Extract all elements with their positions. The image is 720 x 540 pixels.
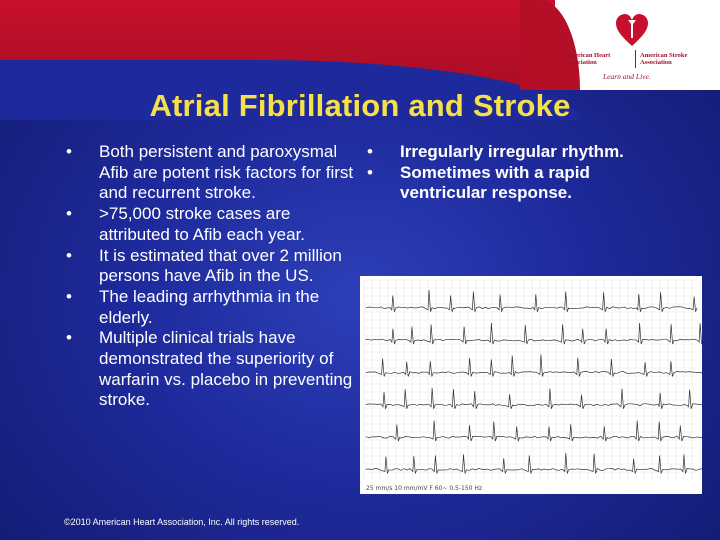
copyright-notice: ©2010 American Heart Association, Inc. All rights reserved. xyxy=(64,517,300,527)
list-item: • Sometimes with a rapid ventricular response. xyxy=(367,162,590,203)
ecg-trace-line xyxy=(366,290,697,312)
left-bullet-list xyxy=(66,142,356,411)
asa-name: American Stroke Association xyxy=(640,52,688,66)
list-item: • >75,000 stroke cases are attributed to Afib each year. xyxy=(66,204,306,244)
ecg-trace-line xyxy=(366,420,702,441)
slide-title: Atrial Fibrillation and Stroke xyxy=(149,88,571,123)
aha-name: American Heart Association xyxy=(565,52,611,66)
bullet-icon: • xyxy=(66,142,72,161)
list-item: • Multiple clinical trials have demonstrated the superiority of warfarin vs. placebo in preventing stroke. xyxy=(66,328,353,410)
ecg-strip-image xyxy=(360,276,702,494)
list-item: • The leading arrhythmia in the elderly. xyxy=(66,286,320,327)
bullet-icon: • xyxy=(66,245,72,265)
bullet-icon: • xyxy=(367,162,373,182)
ecg-trace-line xyxy=(366,323,702,344)
right-bullet-list xyxy=(367,142,667,204)
list-item: • Irregularly irregular rhythm. xyxy=(367,142,624,161)
bullet-icon: • xyxy=(66,328,72,348)
heart-torch-icon xyxy=(615,12,649,48)
list-item: • It is estimated that over 2 million persons have Afib in the US. xyxy=(66,245,342,286)
list-item: • Both persistent and paroxysmal Afib are potent risk factors for first and recurrent stroke. xyxy=(66,142,354,203)
ecg-footer: 25 mm/s 10 mm/mV F 60~ 0.5-150 Hz xyxy=(366,485,483,492)
bullet-icon: • xyxy=(66,286,72,306)
bullet-icon: • xyxy=(367,142,373,161)
bullet-icon: • xyxy=(66,204,72,224)
ecg-tracing xyxy=(360,276,702,494)
aha-asa-logo xyxy=(555,0,720,90)
logo-tagline: Learn and Live. xyxy=(603,72,651,81)
ecg-trace-line xyxy=(366,388,702,409)
ecg-trace-line xyxy=(366,355,702,377)
